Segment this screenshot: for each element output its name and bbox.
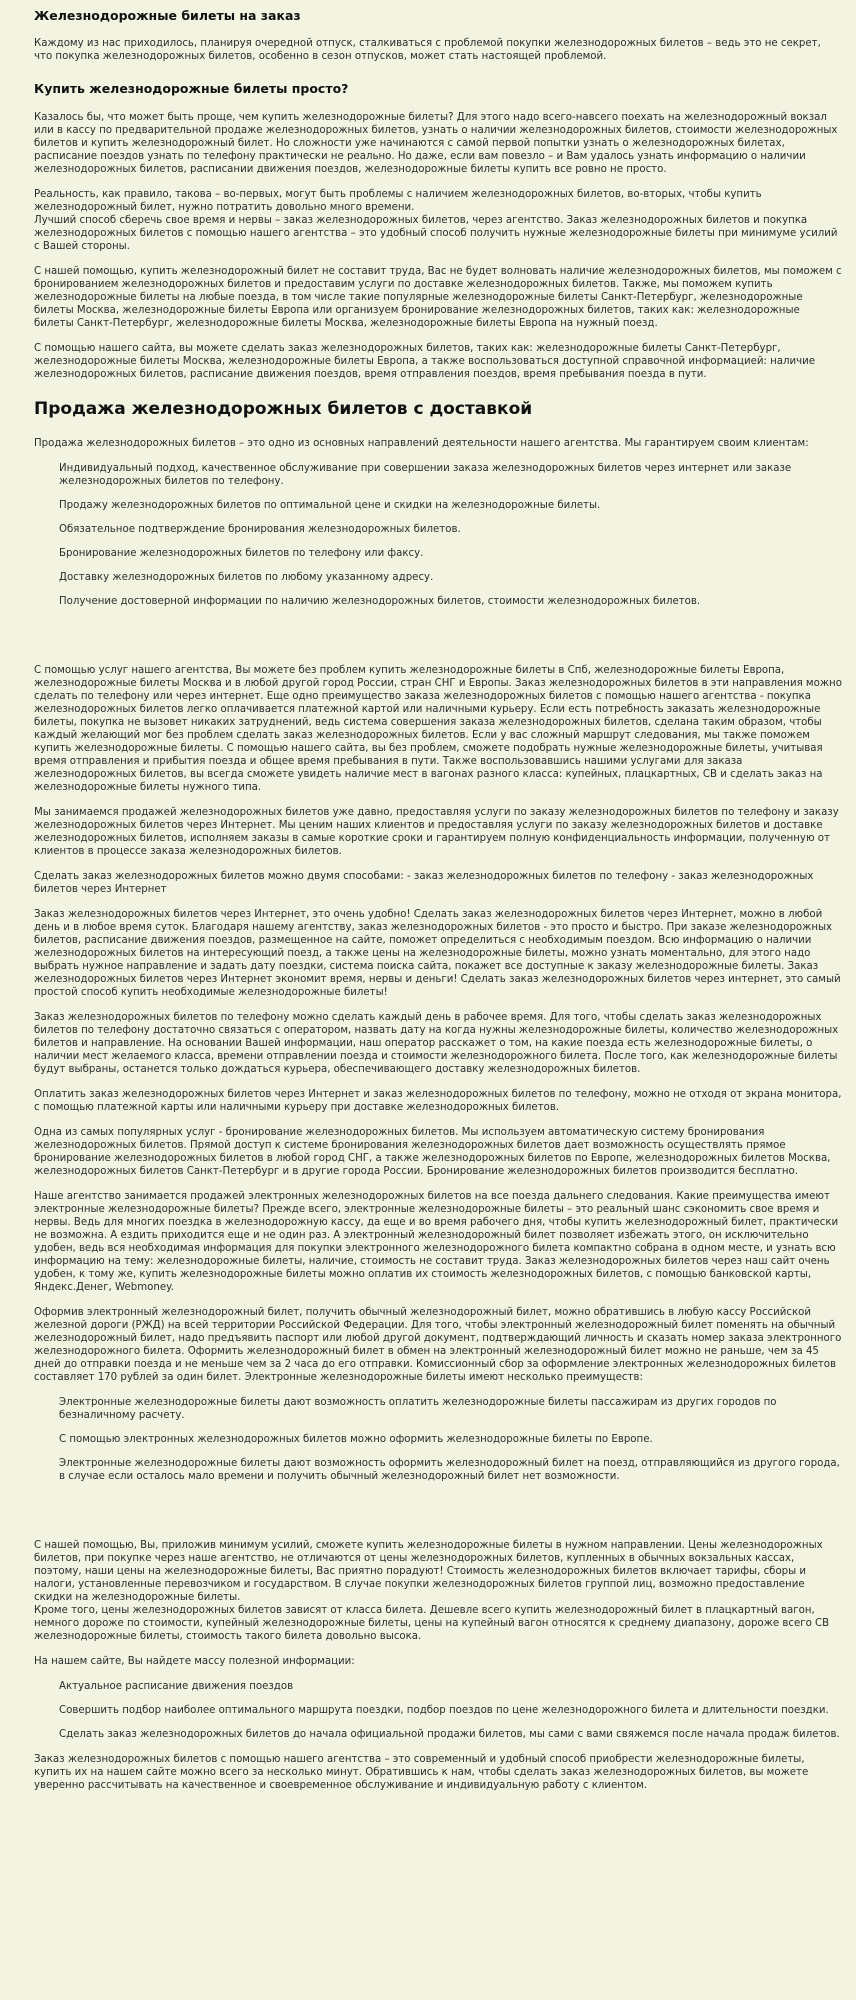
list-item: Бронирование железнодорожных билетов по телефону или факсу. <box>59 548 424 559</box>
paragraph: Одна из самых популярных услуг - бронирование железнодорожных билетов. Мы используем автоматическую систему бронирования железнодорожных билетов. Прямой доступ к системе бронирования железнодорожных билетов дает возможность осуществлять прямое бронирование железнодорожных билетов в любой город СНГ, а также железнодорожных билетов по Европе, железнодорожных билетов Москва, железнодорожных билетов Санкт-Петербург и в другие города России. Бронирование железнодорожных билетов производится бесплатно. <box>34 1127 831 1177</box>
paragraph <box>34 1539 842 1643</box>
page-title: Железнодорожные билеты на заказ <box>34 8 301 23</box>
paragraph: Казалось бы, что может быть проще, чем купить железнодорожные билеты? Для этого надо всего-навсего поехать на железнодорожный вокзал или в кассу по предварительной продаже железнодорожных билетов, узнать о наличии железнодорожных билетов, стоимости железнодорожных билетов и купить железнодорожный билет. Но сложности уже начинаются с самой первой попытки узнать о железнодорожных билетах, расписание поездов узнать по телефону практически не реально. Но даже, если вам повезло – и Вам удалось узнать информацию о наличии железнодорожных билетов, расписании движения поездов, железнодорожные билеты купить все ровно не просто. <box>34 112 838 175</box>
paragraph-line: С нашей помощью, Вы, приложив минимум усилий, сможете купить железнодорожные билеты в нужном направлении. Цены железнодорожных билетов, при покупке через наше агентство, не отличаются от цены железнодорожных билетов, купленных в обычных вокзальных кассах, поэтому, наши цены на железнодорожные билеты, Вас приятно порадуют! Стоимость железнодорожных билетов включает тарифы, сборы и налоги, установленные перевозчиком и государством. В случае покупки железнодорожных билетов группой лиц, возможно предоставление скидки на железнодорожные билеты. <box>34 1540 823 1603</box>
paragraph-line: Реальность, как правило, такова – во-первых, могут быть проблемы с наличием железнодорожных билетов, во-вторых, чтобы купить железнодорожный билет, нужно потратить довольно много времени. <box>34 189 762 213</box>
paragraph: Сделать заказ железнодорожных билетов можно двумя способами: - заказ железнодорожных билетов по телефону - заказ железнодорожных билетов через Интернет <box>34 871 814 895</box>
advantages-list <box>34 1396 842 1483</box>
paragraph: На нашем сайте, Вы найдете массу полезной информации: <box>34 1656 355 1667</box>
paragraph: Продажа железнодорожных билетов – это одно из основных направлений деятельности нашего агентства. Мы гарантируем своим клиентам: <box>34 438 809 449</box>
list-item: Получение достоверной информации по наличию железнодорожных билетов, стоимости железнодорожных билетов. <box>59 596 701 607</box>
list-item: Доставку железнодорожных билетов по любому указанному адресу. <box>59 572 434 583</box>
paragraph: С нашей помощью, купить железнодорожный билет не составит труда, Вас не будет волновать наличие железнодорожных билетов, мы поможем с бронированием железнодорожных билетов и предоставим услуги по доставке железнодорожных билетов. Также, мы поможем купить железнодорожные билеты на любые поезда, в том числе такие популярные железнодорожные билеты Санкт-Петербург, железнодорожные билеты Москва, железнодорожные билеты Европа или организуем бронирование железнодорожных билетов, таких как: железнодорожные билеты Санкт-Петербург, железнодорожные билеты Москва, железнодорожные билеты Европа на нужный поезд. <box>34 266 842 329</box>
paragraph: Наше агентство занимается продажей электронных железнодорожных билетов на все поезда дальнего следования. Какие преимущества имеют электронные железнодорожные билеты? Прежде всего, электронные железнодорожные билеты – это реальный шанс сэкономить свое время и нервы. Ведь для многих поездка в железнодорожную кассу, да еще и во время рабочего дня, чтобы купить железнодорожный билет, практически не возможна. А ездить приходится еще и не один раз. А электронный железнодорожный билет позволяет избежать этого, он исключительно удобен, ведь вся необходимая информация для покупки электронного железнодорожного билета компактно собрана в одном месте, и узнать всю информацию на тему: железнодорожные билеты, наличие, стоимость не составит труда. Заказ железнодорожных билетов через наш сайт очень удобен, к тому же, купить железнодорожные билеты можно оплатив их стоимость железнодорожных билетов, с помощью банковской карты, Яндекс.Денег, Webmoney. <box>34 1191 839 1293</box>
list-item: Совершить подбор наиболее оптимального маршрута поездки, подбор поездов по цене железнодорожного билета и длительности поездки. <box>59 1705 829 1716</box>
list-item: Продажу железнодорожных билетов по оптимальной цене и скидки на железнодорожные билеты. <box>59 500 601 511</box>
spacer <box>34 620 842 664</box>
list-item: Индивидуальный подход, качественное обслуживание при совершении заказа железнодорожных билетов через интернет или заказе железнодорожных билетов по телефону. <box>59 463 792 487</box>
paragraph: Заказ железнодорожных билетов через Интернет, это очень удобно! Сделать заказ железнодорожных билетов через Интернет, можно в любой день и в любое время суток. Благодаря нашему агентству, заказ железнодорожных билетов - это просто и быстро. При заказе железнодорожных билетов, расписание движения поездов, размещенное на сайте, поможет определиться с необходимым поездом. Всю информацию о наличии железнодорожных билетов на интересующий поезд, а также цены на железнодорожные билеты, можно узнать моментально, для этого надо выбрать нужное направление и задать дату поездки, система поиска сайта, покажет все доступные к заказу железнодорожные билеты. Заказ железнодорожных билетов через Интернет экономит время, нервы и деньги! Сделать заказ железнодорожных билетов через интернет, это самый простой способ купить необходимые железнодорожные билеты! <box>34 909 841 998</box>
benefits-list <box>34 462 842 608</box>
list-item: Актуальное расписание движения поездов <box>59 1681 294 1692</box>
list-item: С помощью электронных железнодорожных билетов можно оформить железнодорожные билеты по Европе. <box>59 1434 653 1445</box>
paragraph-line: Лучший способ сберечь свое время и нервы – заказ железнодорожных билетов, через агентство. Заказ железнодорожных билетов и покупка железнодорожных билетов с помощью нашего агентства – это удобный способ получить нужные железнодорожные билеты при минимуме усилий с Вашей стороны. <box>34 215 838 252</box>
list-item: Электронные железнодорожные билеты дают возможность оформить железнодорожный билет на поезд, отправляющийся из другого города, в случае если осталось мало времени и получить обычный железнодорожный билет нет возможности. <box>59 1458 840 1482</box>
list-item: Электронные железнодорожные билеты дают возможность оплатить железнодорожные билеты пассажирам из других городов по безналичному расчету. <box>59 1397 777 1421</box>
section-heading: Продажа железнодорожных билетов с доставкой <box>34 399 533 419</box>
section-heading: Купить железнодорожные билеты просто? <box>34 81 349 96</box>
paragraph-line: Кроме того, цены железнодорожных билетов зависят от класса билета. Дешевле всего купить железнодорожный билет в плацкартный вагон, немного дороже по стоимости, купейный железнодорожные билеты, цены на купейный вагон относятся к среднему диапазону, дороже всего СВ железнодорожные билеты, стоимость такого билета довольно высока. <box>34 1605 830 1642</box>
paragraph: С помощью нашего сайта, вы можете сделать заказ железнодорожных билетов, таких как: железнодорожные билеты Санкт-Петербург, железнодорожные билеты Москва, железнодорожные билеты Европа, а также воспользоваться доступной справочной информацией: наличие железнодорожных билетов, расписание движения поездов, время отправления поездов, время пребывания поезда в пути. <box>34 343 816 380</box>
paragraph: Оплатить заказ железнодорожных билетов через Интернет и заказ железнодорожных билетов по телефону, можно не отходя от экрана монитора, с помощью платежной карты или наличными курьеру при доставке железнодорожных билетов. <box>34 1089 842 1113</box>
list-item: Сделать заказ железнодорожных билетов до начала официальной продажи билетов, мы сами с вами свяжемся после начала продаж билетов. <box>59 1729 840 1740</box>
paragraph: Заказ железнодорожных билетов по телефону можно сделать каждый день в рабочее время. Для того, чтобы сделать заказ железнодорожных билетов по телефону достаточно связаться с оператором, назвать дату на когда нужны железнодорожные билеты, количество железнодорожных билетов и направление. На основании Вашей информации, наш оператор расскажет о том, на какие поезда есть железнодорожные билеты, о наличии мест желаемого класса, времени отправлении поезда и стоимости железнодорожного билета. После того, как железнодорожные билеты будут выбраны, останется только дождаться курьера, обеспечивающего доставку железнодорожных билетов. <box>34 1012 839 1075</box>
paragraph: С помощью услуг нашего агентства, Вы можете без проблем купить железнодорожные билеты в Спб, железнодорожные билеты Европа, железнодорожные билеты Москва и в любой другой город России, стран СНГ и Европы. Заказ железнодорожных билетов в эти направления можно сделать по телефону или через интернет. Еще одно преимущество заказа железнодорожных билетов с помощью нашего агентства - покупка железнодорожных билетов легко оплачивается платежной картой или наличными курьеру. Если есть потребность заказать железнодорожные билеты, покупка не вызовет никаких затруднений, ведь система совершения заказа железнодорожных билетов, сделана таким образом, чтобы каждый желающий мог без проблем сделать заказ железнодорожных билетов. Если у вас сложный маршрут следования, мы также поможем купить железнодорожные билеты. С помощью нашего сайта, вы без проблем, сможете подобрать нужные железнодорожные билеты, учитывая время отправления и прибытия поезда и общее время пребывания в пути. Также воспользовавшись нашими услугами для заказа железнодорожных билетов, вы всегда сможете увидеть наличие мест в вагонах разного класса: купейных, плацкартных, СВ и сделать заказ на железнодорожные билеты нужного типа. <box>34 665 842 793</box>
spacer <box>34 1495 842 1539</box>
paragraph: Оформив электронный железнодорожный билет, получить обычный железнодорожный билет, можно обратившись в любую кассу Российской железной дороги (РЖД) на всей территории Российской Федерации. Для того, чтобы электронный железнодорожный билет поменять на обычный железнодорожный билет, надо предъявить паспорт или любой другой документ, подтверждающий личность и сказать номер заказа электронного железнодорожного билета. Оформить железнодорожный билет в обмен на электронный железнодорожный билет можно не раньше, чем за 45 дней до отправки поезда и не меньше чем за 2 часа до его отправки. Комиссионный сбор за оформление электронных железнодорожных билетов составляет 170 рублей за один билет. Электронные железнодорожные билеты имеют несколько преимуществ: <box>34 1307 842 1383</box>
paragraph: Мы занимаемся продажей железнодорожных билетов уже давно, предоставляя услуги по заказу железнодорожных билетов по телефону и заказу железнодорожных билетов через Интернет. Мы ценим наших клиентов и предоставляя услуги по заказу железнодорожных билетов и доставке железнодорожных билетов, исполняем заказы в самые короткие сроки и гарантируем полную конфиденциальность информации, полученную от клиентов в процессе заказа железнодорожных билетов. <box>34 807 839 857</box>
paragraph: Заказ железнодорожных билетов с помощью нашего агентства – это современный и удобный способ приобрести железнодорожные билеты, купить их на нашем сайте можно всего за несколько минут. Обратившись к нам, чтобы сделать заказ железнодорожных билетов, вы можете уверенно рассчитывать на качественное и своевременное обслуживание и индивидуальную работу с клиентом. <box>34 1754 809 1791</box>
info-list <box>34 1680 842 1741</box>
paragraph <box>34 188 842 253</box>
list-item: Обязательное подтверждение бронирования железнодорожных билетов. <box>59 524 461 535</box>
paragraph: Каждому из нас приходилось, планируя очередной отпуск, сталкиваться с проблемой покупки железнодорожных билетов – ведь это не секрет, что покупка железнодорожных билетов, особенно в сезон отпусков, может стать настоящей проблемой. <box>34 38 821 62</box>
